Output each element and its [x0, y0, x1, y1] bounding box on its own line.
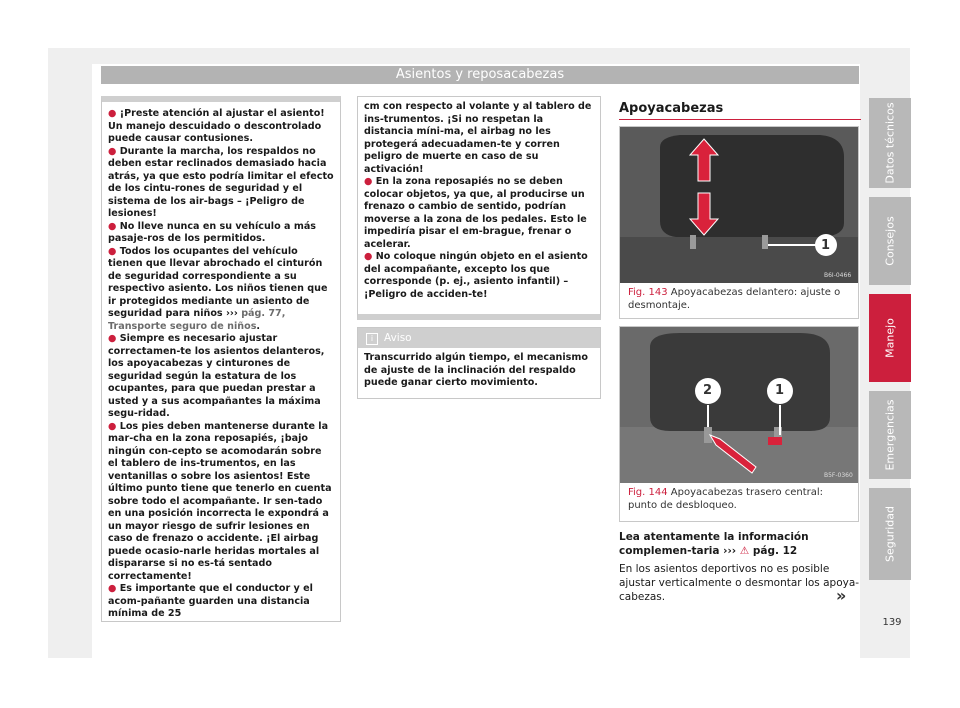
- section-title: Apoyacabezas: [619, 101, 861, 120]
- tab-emergencias[interactable]: Emergencias: [869, 391, 911, 479]
- info-icon: i: [366, 333, 378, 345]
- figure-143: [619, 126, 859, 319]
- page-reference-link[interactable]: pág. 77, Transporte seguro de niños: [108, 308, 286, 332]
- lead-text: Lea atentamente la información complemen-taria ››› ⚠ pág. 12: [619, 531, 809, 557]
- bullet-icon: ●: [364, 251, 373, 262]
- warning-box-column-1: [101, 96, 341, 622]
- page-number: 139: [882, 617, 902, 628]
- callout-1: 1: [821, 238, 831, 253]
- note-header: i Aviso: [358, 328, 600, 348]
- callout-2: 2: [703, 383, 713, 398]
- warning-box-column-2: [357, 96, 601, 320]
- warning-item: ● ¡Preste atención al ajustar el asiento! Un manejo descuidado o descontrolado puede causar contusiones.: [108, 108, 325, 144]
- reference-arrows: ›››: [225, 308, 238, 319]
- note-text: Transcurrido algún tiempo, el mecanismo de ajuste de la inclinación del respaldo puede ganar cierto movimiento.: [364, 352, 588, 388]
- note-box: [357, 327, 601, 399]
- tab-manejo[interactable]: Manejo: [869, 294, 911, 382]
- page-header: Asientos y reposacabezas: [101, 66, 859, 84]
- warning-book-icon: ⚠: [739, 545, 750, 557]
- rear-headrest-illustration: [620, 327, 858, 483]
- figure-code: B5F-0360: [824, 472, 853, 479]
- warning-item: ● Es importante que el conductor y el acom-pañante guarden una distancia mínima de 25: [108, 583, 313, 619]
- page-reference-link[interactable]: pág. 12: [752, 545, 798, 557]
- warning-continuation: cm con respecto al volante y al tablero de ins-trumentos. ¡Si no respetan la distancia míni-ma, el airbag no les protegerá adecuadamen-te y corren peligro de muerte en caso de su activación!: [364, 101, 592, 175]
- bullet-icon: ●: [364, 176, 373, 187]
- bullet-icon: ●: [108, 583, 117, 594]
- figure-caption: Fig. 144 Apoyacabezas trasero central: punto de desbloqueo.: [628, 487, 824, 511]
- bullet-icon: ●: [108, 220, 117, 232]
- body-text: [619, 530, 863, 604]
- tab-seguridad[interactable]: Seguridad: [869, 488, 911, 580]
- warning-item: ● Los pies deben mantenerse durante la mar-cha en la zona reposapiés, ¡bajo ningún con-cepto se acomodarán sobre el tablero de ins-trumentos, en las ventanillas o sobre los asientos! Este último punto tiene que tenerlo en cuenta sobre todo el acompañante. Ir sen-tado en una posición incorrecta le expondrá a un mayor riesgo de sufrir lesiones en caso de frenazo o accidente. ¡El airbag puede ocasio-narle heridas mortales al dispararse si no es-tá sentado correctamente!: [108, 420, 332, 582]
- figure-caption: Fig. 143 Apoyacabezas delantero: ajuste o desmontaje.: [628, 287, 841, 311]
- bullet-icon: ●: [108, 420, 117, 432]
- warning-item: ● Siempre es necesario ajustar correctamen-te los asientos delanteros, los apoyacabezas y cinturones de seguridad según la estatura de los ocupantes, para que puedan prestar a usted y a sus acompañantes la máxima segu-ridad.: [108, 333, 325, 419]
- bullet-icon: ●: [108, 145, 117, 157]
- figure-code: B6I-0466: [824, 272, 852, 279]
- paragraph: En los asientos deportivos no es posible ajustar verticalmente o desmontar los apoya-cabezas.: [619, 563, 860, 603]
- warning-item: ● En la zona reposapiés no se deben colocar objetos, ya que, al producirse un frenazo o cambio de sentido, podrían moverse a la zona de los pedales. Esto le impediría pisar el em-brague, frenar o acelerar.: [364, 176, 587, 250]
- tab-consejos[interactable]: Consejos: [869, 197, 911, 285]
- continue-mark: »: [836, 586, 847, 605]
- warning-item: ● No lleve nunca en su vehículo a más pasaje-ros de los permitidos.: [108, 220, 317, 244]
- callout-1: 1: [775, 383, 785, 398]
- warning-item: ● Todos los ocupantes del vehículo tienen que llevar abrochado el cinturón de seguridad correspondiente a su respectivo asiento. Los niños tienen que ir protegidos mediante un asiento de seguridad para niños ››› pág. 77, Transporte seguro de niños.: [108, 245, 328, 332]
- bullet-icon: ●: [108, 333, 117, 344]
- front-headrest-illustration: [620, 127, 858, 283]
- warning-item: ● Durante la marcha, los respaldos no deben estar reclinados demasiado hacia atrás, ya que esto podría limitar el efecto de los cintu-rones de seguridad y el sistema de los air-bags – ¡Peligro de lesiones!: [108, 145, 334, 219]
- figure-144: [619, 326, 859, 522]
- warning-item: ● No coloque ningún objeto en el asiento del acompañante, excepto los que corresponde (p. ej., asiento infantil) – ¡Peligro de acciden-te!: [364, 251, 588, 300]
- bullet-icon: ●: [108, 108, 117, 119]
- bullet-icon: ●: [108, 245, 117, 257]
- tab-datos-tecnicos[interactable]: Datos técnicos: [869, 98, 911, 188]
